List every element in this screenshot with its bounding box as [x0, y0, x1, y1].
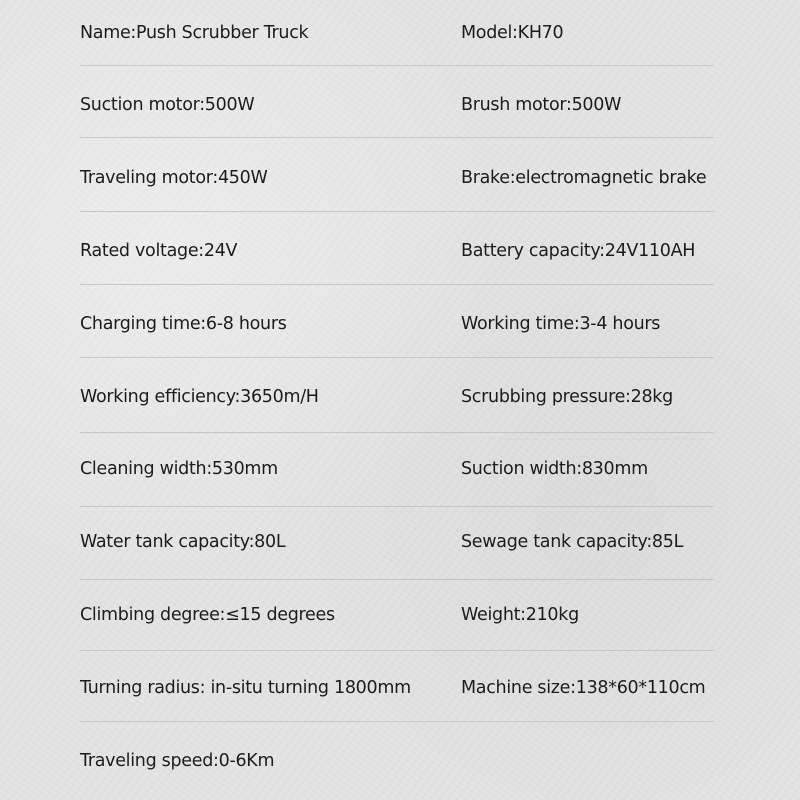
spec-row-motors: [0, 87, 800, 123]
row-divider: [80, 721, 714, 722]
spec-brush-motor: Brush motor:500W: [461, 95, 622, 115]
spec-traveling-motor: Traveling motor:450W: [80, 168, 268, 188]
spec-cleaning-width: Cleaning width:530mm: [80, 459, 278, 479]
spec-row-travel-brake: [0, 160, 800, 196]
spec-name: Name:Push Scrubber Truck: [80, 23, 309, 43]
spec-turning-radius: Turning radius: in-situ turning 1800mm: [80, 678, 411, 698]
spec-charging-time: Charging time:6-8 hours: [80, 314, 287, 334]
spec-climbing-degree: Climbing degree:≤15 degrees: [80, 605, 335, 625]
spec-row-speed: [0, 743, 800, 779]
spec-row-turning-size: [0, 670, 800, 706]
row-divider: [80, 284, 714, 285]
row-divider: [80, 432, 714, 433]
spec-weight: Weight:210kg: [461, 605, 579, 625]
row-divider: [80, 211, 714, 212]
spec-row-name: [0, 15, 800, 51]
row-divider: [80, 506, 714, 507]
spec-water-tank-capacity: Water tank capacity:80L: [80, 532, 286, 552]
spec-battery-capacity: Battery capacity:24V110AH: [461, 241, 696, 261]
spec-row-efficiency: [0, 379, 800, 415]
spec-row-width: [0, 451, 800, 487]
spec-scrubbing-pressure: Scrubbing pressure:28kg: [461, 387, 673, 407]
spec-machine-size: Machine size:138*60*110cm: [461, 678, 706, 698]
spec-suction-width: Suction width:830mm: [461, 459, 648, 479]
spec-row-time: [0, 306, 800, 342]
row-divider: [80, 65, 714, 66]
row-divider: [80, 579, 714, 580]
row-divider: [80, 137, 714, 138]
spec-row-tanks: [0, 524, 800, 560]
spec-model: Model:KH70: [461, 23, 564, 43]
spec-row-climb-weight: [0, 597, 800, 633]
spec-working-time: Working time:3-4 hours: [461, 314, 661, 334]
spec-traveling-speed: Traveling speed:0-6Km: [80, 751, 275, 771]
spec-row-power: [0, 233, 800, 269]
spec-brake: Brake:electromagnetic brake: [461, 168, 707, 188]
spec-rated-voltage: Rated voltage:24V: [80, 241, 238, 261]
spec-sewage-tank-capacity: Sewage tank capacity:85L: [461, 532, 684, 552]
row-divider: [80, 650, 714, 651]
spec-suction-motor: Suction motor:500W: [80, 95, 255, 115]
spec-working-efficiency: Working efficiency:3650m/H: [80, 387, 319, 407]
row-divider: [80, 357, 714, 358]
